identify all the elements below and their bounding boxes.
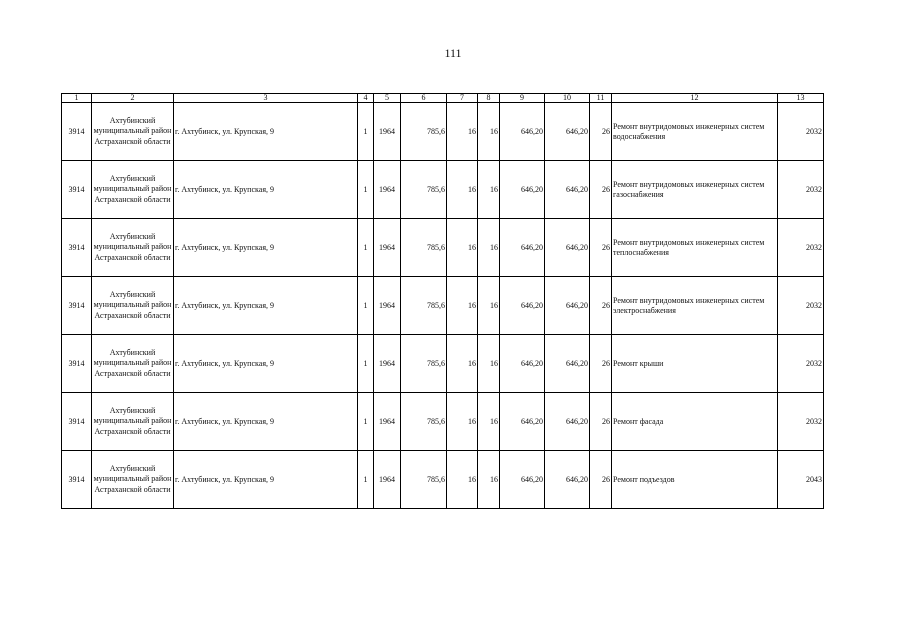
page-number: 111: [444, 46, 462, 60]
building-id-cell: 3914: [62, 219, 92, 277]
col10-cell: 646,20: [545, 219, 590, 277]
year-cell: 1964: [374, 451, 401, 509]
column-number: 5: [374, 94, 401, 103]
column-number: 7: [447, 94, 478, 103]
col11-cell: 26: [590, 277, 612, 335]
work-type-cell: Ремонт внутридомовых инженерных систем водоснабжения: [612, 103, 778, 161]
year-cell: 1964: [374, 393, 401, 451]
col4-cell: 1: [358, 451, 374, 509]
repair-year-cell: 2032: [778, 161, 824, 219]
address-cell: г. Ахтубинск, ул. Крупская, 9: [174, 161, 358, 219]
repair-year-cell: 2032: [778, 335, 824, 393]
col4-cell: 1: [358, 103, 374, 161]
col10-cell: 646,20: [545, 161, 590, 219]
work-type-cell: Ремонт внутридомовых инженерных систем теплоснабжения: [612, 219, 778, 277]
building-id-cell: 3914: [62, 103, 92, 161]
column-number: 1: [62, 94, 92, 103]
year-cell: 1964: [374, 277, 401, 335]
district-cell: Ахтубинский муниципальный район Астраханской области: [92, 103, 174, 161]
area-cell: 785,6: [401, 219, 447, 277]
col10-cell: 646,20: [545, 103, 590, 161]
col11-cell: 26: [590, 393, 612, 451]
table-row: [62, 277, 824, 335]
area-cell: 785,6: [401, 161, 447, 219]
building-id-cell: 3914: [62, 277, 92, 335]
col9-cell: 646,20: [500, 451, 545, 509]
work-type-cell: Ремонт фасада: [612, 393, 778, 451]
building-id-cell: 3914: [62, 335, 92, 393]
col11-cell: 26: [590, 451, 612, 509]
col8-cell: 16: [478, 161, 500, 219]
building-id-cell: 3914: [62, 161, 92, 219]
col9-cell: 646,20: [500, 161, 545, 219]
col10-cell: 646,20: [545, 451, 590, 509]
table-row: [62, 219, 824, 277]
column-number: 4: [358, 94, 374, 103]
col7-cell: 16: [447, 161, 478, 219]
district-cell: Ахтубинский муниципальный район Астраханской области: [92, 277, 174, 335]
col7-cell: 16: [447, 277, 478, 335]
col7-cell: 16: [447, 103, 478, 161]
table-row: [62, 161, 824, 219]
col8-cell: 16: [478, 277, 500, 335]
address-cell: г. Ахтубинск, ул. Крупская, 9: [174, 103, 358, 161]
area-cell: 785,6: [401, 335, 447, 393]
year-cell: 1964: [374, 161, 401, 219]
col8-cell: 16: [478, 451, 500, 509]
address-cell: г. Ахтубинск, ул. Крупская, 9: [174, 393, 358, 451]
address-cell: г. Ахтубинск, ул. Крупская, 9: [174, 219, 358, 277]
district-cell: Ахтубинский муниципальный район Астраханской области: [92, 393, 174, 451]
col7-cell: 16: [447, 219, 478, 277]
repair-year-cell: 2032: [778, 103, 824, 161]
column-number: 13: [778, 94, 824, 103]
work-type-cell: Ремонт подъездов: [612, 451, 778, 509]
area-cell: 785,6: [401, 103, 447, 161]
col9-cell: 646,20: [500, 219, 545, 277]
column-number: 2: [92, 94, 174, 103]
column-number-row: [62, 94, 824, 103]
col4-cell: 1: [358, 277, 374, 335]
col7-cell: 16: [447, 335, 478, 393]
column-number: 11: [590, 94, 612, 103]
col4-cell: 1: [358, 219, 374, 277]
building-id-cell: 3914: [62, 393, 92, 451]
col9-cell: 646,20: [500, 103, 545, 161]
col9-cell: 646,20: [500, 393, 545, 451]
col11-cell: 26: [590, 161, 612, 219]
district-cell: Ахтубинский муниципальный район Астраханской области: [92, 335, 174, 393]
district-cell: Ахтубинский муниципальный район Астраханской области: [92, 161, 174, 219]
year-cell: 1964: [374, 103, 401, 161]
repair-year-cell: 2043: [778, 451, 824, 509]
work-type-cell: Ремонт внутридомовых инженерных систем электроснабжения: [612, 277, 778, 335]
col11-cell: 26: [590, 219, 612, 277]
year-cell: 1964: [374, 335, 401, 393]
year-cell: 1964: [374, 219, 401, 277]
col7-cell: 16: [447, 393, 478, 451]
col9-cell: 646,20: [500, 335, 545, 393]
col8-cell: 16: [478, 103, 500, 161]
area-cell: 785,6: [401, 393, 447, 451]
work-type-cell: Ремонт крыши: [612, 335, 778, 393]
col4-cell: 1: [358, 393, 374, 451]
capital-repair-table: [61, 93, 824, 509]
col8-cell: 16: [478, 335, 500, 393]
table-row: [62, 451, 824, 509]
col4-cell: 1: [358, 161, 374, 219]
table-row: [62, 393, 824, 451]
address-cell: г. Ахтубинск, ул. Крупская, 9: [174, 451, 358, 509]
repair-year-cell: 2032: [778, 393, 824, 451]
area-cell: 785,6: [401, 277, 447, 335]
district-cell: Ахтубинский муниципальный район Астраханской области: [92, 219, 174, 277]
column-number: 8: [478, 94, 500, 103]
col4-cell: 1: [358, 335, 374, 393]
address-cell: г. Ахтубинск, ул. Крупская, 9: [174, 277, 358, 335]
repair-year-cell: 2032: [778, 277, 824, 335]
col10-cell: 646,20: [545, 277, 590, 335]
table-row: [62, 103, 824, 161]
column-number: 12: [612, 94, 778, 103]
district-cell: Ахтубинский муниципальный район Астраханской области: [92, 451, 174, 509]
col10-cell: 646,20: [545, 335, 590, 393]
table-row: [62, 335, 824, 393]
column-number: 9: [500, 94, 545, 103]
col9-cell: 646,20: [500, 277, 545, 335]
column-number: 6: [401, 94, 447, 103]
work-type-cell: Ремонт внутридомовых инженерных систем газоснабжения: [612, 161, 778, 219]
address-cell: г. Ахтубинск, ул. Крупская, 9: [174, 335, 358, 393]
column-number: 3: [174, 94, 358, 103]
col11-cell: 26: [590, 103, 612, 161]
col8-cell: 16: [478, 393, 500, 451]
col10-cell: 646,20: [545, 393, 590, 451]
building-id-cell: 3914: [62, 451, 92, 509]
col8-cell: 16: [478, 219, 500, 277]
col7-cell: 16: [447, 451, 478, 509]
area-cell: 785,6: [401, 451, 447, 509]
repair-year-cell: 2032: [778, 219, 824, 277]
col11-cell: 26: [590, 335, 612, 393]
column-number: 10: [545, 94, 590, 103]
